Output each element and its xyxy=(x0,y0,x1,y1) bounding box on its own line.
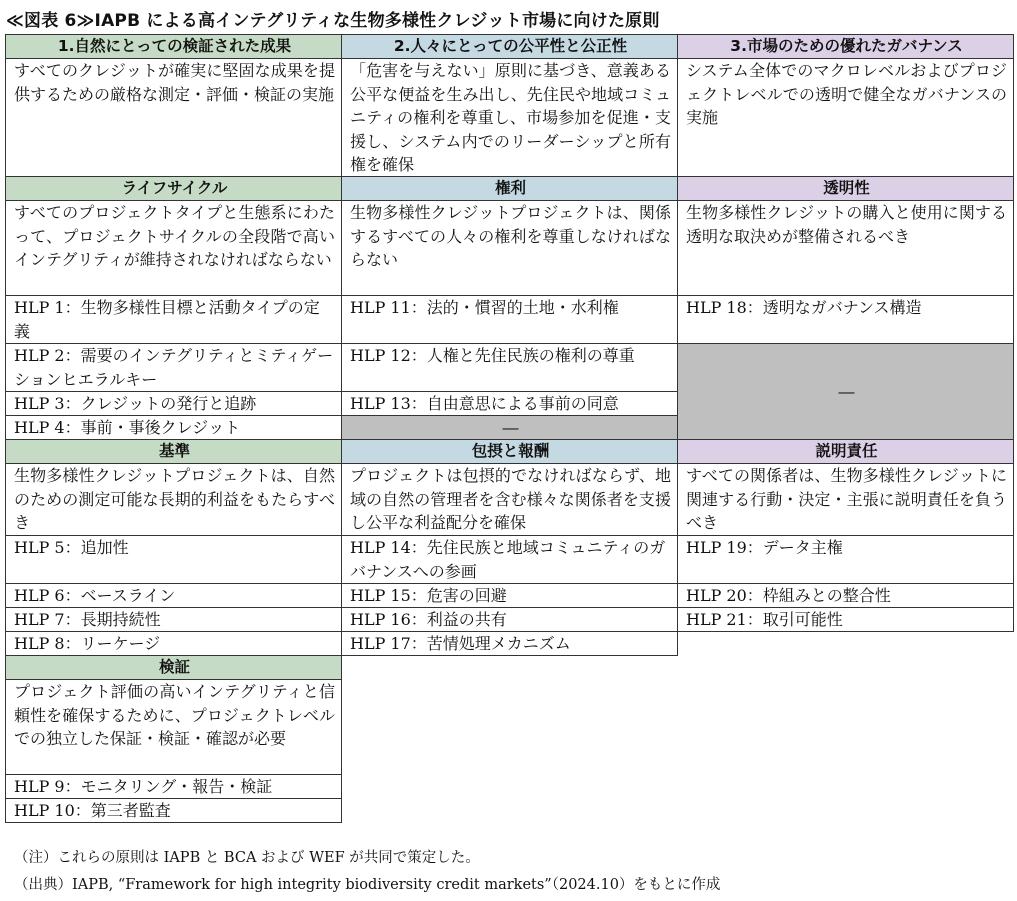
pillar-3-description: システム全体でのマクロレベルおよびプロジェクトレベルでの透明で健全なガバナンスの実施 xyxy=(677,58,1014,177)
hlp-item: HLP 7：長期持続性 xyxy=(5,607,342,632)
hlp-item: HLP 9：モニタリング・報告・検証 xyxy=(5,774,342,799)
pillar-1-header: 1.自然にとっての検証された成果 xyxy=(5,34,342,59)
section-desc-criteria: 生物多様性クレジットプロジェクトは、自然のための測定可能な長期的利益をもたらすべき xyxy=(5,463,342,536)
hlp-item: HLP 16：利益の共有 xyxy=(341,607,678,632)
section-desc-verification: プロジェクト評価の高いインテグリティと信頼性を確保するために、プロジェクトレベルでの独立した保証・検証・確認が必要 xyxy=(5,679,342,775)
source-note: （出典）IAPB, “Framework for high integrity biodiversity credit markets”（2024.10）をもとに作成 xyxy=(14,877,721,893)
hlp-item: HLP 6：ベースライン xyxy=(5,583,342,608)
section-desc-accountability: すべての関係者は、生物多様性クレジットに関連する行動・決定・主張に説明責任を負うべき xyxy=(677,463,1014,536)
section-desc-rights: 生物多様性クレジットプロジェクトは、関係するすべての人々の権利を尊重しなければならない xyxy=(341,200,678,296)
section-desc-transparency: 生物多様性クレジットの購入と使用に関する透明な取決めが整備されるべき xyxy=(677,200,1014,296)
hlp-item: HLP 12：人権と先住民族の権利の尊重 xyxy=(341,343,678,392)
section-header-verification: 検証 xyxy=(5,655,342,680)
section-header-rights: 権利 xyxy=(341,176,678,201)
hlp-item: HLP 18：透明なガバナンス構造 xyxy=(677,295,1014,344)
pillar-2-description: 「危害を与えない」原則に基づき、意義ある公平な便益を生み出し、先住民や地域コミュニティの権利を尊重し、市場参加を促進・支援し、システム内でのリーダーシップと所有権を確保 xyxy=(341,58,678,177)
hlp-item: HLP 17：苦情処理メカニズム xyxy=(341,631,678,656)
hlp-item: HLP 3：クレジットの発行と追跡 xyxy=(5,391,342,416)
empty-cell: ― xyxy=(677,343,1014,440)
section-header-lifecycle: ライフサイクル xyxy=(5,176,342,201)
hlp-item: HLP 4：事前・事後クレジット xyxy=(5,415,342,440)
hlp-item: HLP 1：生物多様性目標と活動タイプの定義 xyxy=(5,295,342,344)
footnote: （注）これらの原則は IAPB と BCA および WEF が共同で策定した。 xyxy=(14,850,480,866)
hlp-item: HLP 13：自由意思による事前の同意 xyxy=(341,391,678,416)
pillar-2-header: 2.人々にとっての公平性と公正性 xyxy=(341,34,678,59)
section-header-transparency: 透明性 xyxy=(677,176,1014,201)
figure-title: ≪図表 6≫IAPB による高インテグリティな生物多様性クレジット市場に向けた原則 xyxy=(6,11,660,31)
hlp-item: HLP 8：リーケージ xyxy=(5,631,342,656)
section-header-accountability: 説明責任 xyxy=(677,439,1014,464)
hlp-item: HLP 19：データ主権 xyxy=(677,535,1014,584)
pillar-1-description: すべてのクレジットが確実に堅固な成果を提供するための厳格な測定・評価・検証の実施 xyxy=(5,58,342,177)
hlp-item: HLP 10：第三者監査 xyxy=(5,798,342,823)
hlp-item: HLP 20：枠組みとの整合性 xyxy=(677,583,1014,608)
section-desc-lifecycle: すべてのプロジェクトタイプと生態系にわたって、プロジェクトサイクルの全段階で高いインテグリティが維持されなければならない xyxy=(5,200,342,296)
hlp-item: HLP 5：追加性 xyxy=(5,535,342,584)
section-desc-inclusion: プロジェクトは包摂的でなければならず、地域の自然の管理者を含む様々な関係者を支援し公平な利益配分を確保 xyxy=(341,463,678,536)
section-header-inclusion: 包摂と報酬 xyxy=(341,439,678,464)
hlp-item: HLP 14：先住民族と地域コミュニティのガバナンスへの参画 xyxy=(341,535,678,584)
section-header-criteria: 基準 xyxy=(5,439,342,464)
hlp-item: HLP 21：取引可能性 xyxy=(677,607,1014,632)
hlp-item: HLP 11：法的・慣習的土地・水利権 xyxy=(341,295,678,344)
empty-cell: ― xyxy=(341,415,678,440)
pillar-3-header: 3.市場のための優れたガバナンス xyxy=(677,34,1014,59)
principles-table xyxy=(5,34,1013,822)
hlp-item: HLP 15：危害の回避 xyxy=(341,583,678,608)
hlp-item: HLP 2：需要のインテグリティとミティゲーションヒエラルキー xyxy=(5,343,342,392)
